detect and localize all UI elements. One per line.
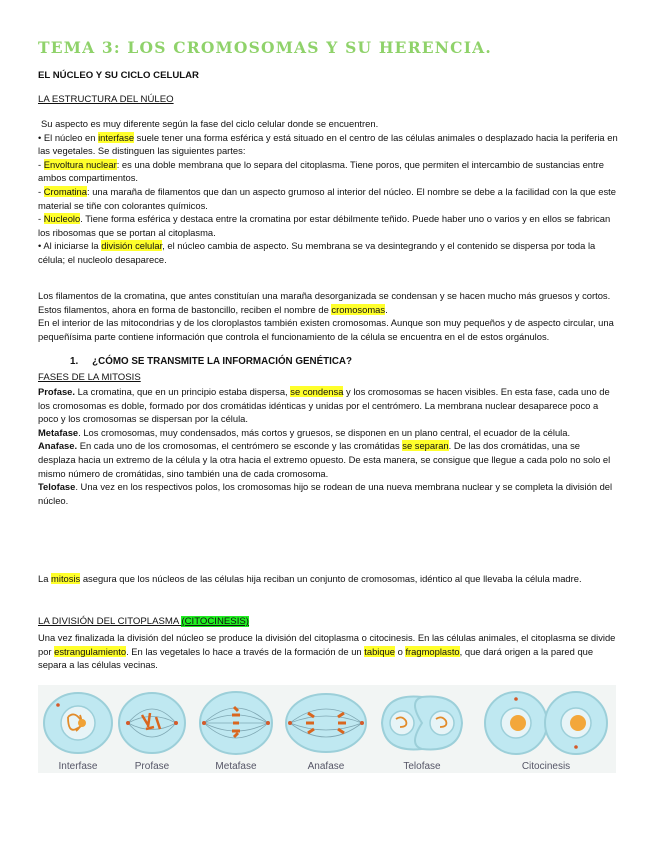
highlight-citocinesis: (CITOCINESIS) — [181, 616, 249, 627]
paragraph-estructura — [38, 117, 618, 267]
label-telofase: Telofase — [38, 481, 76, 493]
paragraph-cromosomas — [38, 289, 618, 343]
highlight-fragmoplasto: fragmoplasto — [405, 645, 460, 657]
cell-metafase — [200, 692, 272, 754]
cell-anafase — [286, 694, 366, 752]
label-anafase-caption: Anafase — [307, 761, 345, 772]
highlight-division-celular: división celular — [101, 240, 163, 252]
cell-citocinesis — [485, 692, 607, 754]
paragraph-mitosis: La mitosis asegura que los núcleos de las células hija reciban un conjunto de cromosomas, idéntico al que llevaba la célula madre. — [38, 573, 582, 584]
subheading-fases-mitosis: FASES DE LA MITOSIS — [38, 372, 141, 383]
cell-telofase — [382, 697, 462, 750]
line-filamentos: Los filamentos de la cromatina, que antes constituían una maraña desorganizada se condensan y se hacen mucho más gruesos y cortos. Estos filamentos, ahora en forma de bastoncillo, reciben el nombre de cromosomas. — [38, 290, 611, 315]
line-nucleolo: - Nucleolo. Tiene forma esférica y destaca entre la cromatina por estar débilmente teñido. Puede haber uno o varios y en ellos se fabrican los ribosomas que se portan al citoplasma. — [38, 213, 611, 238]
label-citocinesis-caption: Citocinesis — [521, 761, 571, 772]
highlight-nucleolo: Nucleolo — [43, 213, 81, 225]
line-metafase: Metafase. Los cromosomas, muy condensados, más cortos y gruesos, se disponen en un plano central, el ecuador de la célula. — [38, 426, 571, 438]
line-interfase: • El núcleo en interfase suele tener una forma esférica y está situado en el centro de las células animales o desplazado hacia la periferia en las vegetales. Se distinguen las siguientes partes: — [38, 131, 618, 157]
label-interfase-caption: Interfase — [58, 761, 98, 772]
cell-profase — [119, 693, 185, 753]
highlight-estrangulamiento: estrangulamiento — [54, 645, 127, 657]
highlight-tabique: tabique — [364, 645, 396, 657]
paragraph-citocinesis: Una vez finalizada la división del núcleo se produce la división del citoplasma o citocinesis. En las células animales, el citoplasma se divide por estrangulamiento. En las vegetales lo hace a través de la formación de un tabique o fragmoplasto, que dará origen a la pared que separa a las células vecinas. — [38, 632, 616, 671]
paragraph-fases — [38, 385, 618, 507]
label-metafase: Metafase — [38, 426, 79, 438]
section-heading-nucleo: EL NÚCLEO Y SU CICLO CELULAR — [38, 70, 199, 81]
highlight-cromosomas: cromosomas — [331, 303, 386, 315]
label-anafase: Anafase. — [38, 440, 78, 452]
line-profase: Profase. La cromatina, que en un principio estaba dispersa, se condensa y los cromosomas se hacen visibles. En esta fase, cada uno de los cromosomas es doble, formado por dos cromátidas idénticas y unidas por el centrómero. La membrana nuclear desaparece poco a poco y los cromosomas se dispersan por la célula. — [38, 386, 610, 425]
label-metafase-caption: Metafase — [215, 761, 257, 772]
label-profase-caption: Profase — [134, 761, 170, 772]
section-heading-transmision: 1. ¿CÓMO SE TRANSMITE LA INFORMACIÓN GENÉTICA? — [70, 356, 352, 367]
highlight-se-separan: se separan — [402, 440, 449, 452]
line-division: • Al iniciarse la división celular, el núcleo cambia de aspecto. Su membrana se va desintegrando y el contenido se dispersa por toda la célula; el nucleolo desaparece. — [38, 240, 596, 265]
subheading-estructura: LA ESTRUCTURA DEL NÚLEO — [38, 94, 174, 105]
highlight-interfase: interfase — [98, 131, 135, 143]
highlight-mitosis: mitosis — [51, 573, 81, 584]
subheading-citoplasma: LA DIVISIÓN DEL CITOPLASMA (CITOCINESIS) — [38, 616, 249, 627]
page-title: TEMA 3: LOS CROMOSOMAS Y SU HERENCIA. — [38, 38, 492, 57]
line-aspecto: Su aspecto es muy diferente según la fase del ciclo celular donde se encuentren. — [41, 118, 379, 129]
highlight-envoltura: Envoltura nuclear — [43, 158, 117, 170]
line-envoltura: - Envoltura nuclear: es una doble membrana que lo separa del citoplasma. Tiene poros, que permiten el intercambio de sustancias entre ambos compartimentos. — [38, 158, 604, 184]
label-telofase-caption: Telofase — [403, 761, 441, 772]
line-cromatina: - Cromatina: una maraña de filamentos que dan un aspecto grumoso al interior del núcleo. El nombre se debe a la facilidad con la que este material se tiñe con colorantes químicos. — [38, 185, 616, 211]
mitosis-illustration — [38, 685, 616, 773]
label-profase: Profase. — [38, 386, 75, 397]
line-anafase: Anafase. En cada uno de los cromosomas, el centrómero se esconde y las cromátidas se separan. De las dos cromátidas, una se desplaza hacia un extremo de la célula y la otra hacia el extremo opuesto. De esta manera, se consigue que llegue a cada polo no solo el mismo número de cromátidas, sino también una de cada cromosoma. — [38, 440, 611, 479]
highlight-se-condensa: se condensa — [290, 386, 344, 397]
line-mitocondrias: En el interior de las mitocondrias y de los cloroplastos también existen cromosomas. Aunque son muy pequeños y de aspecto circular, una pequeñísima parte contiene información que controla el funcionamiento de la célula se encuentra en el de estos orgánulos. — [38, 317, 614, 342]
mitosis-phases-figure — [38, 685, 616, 773]
line-telofase: Telofase. Una vez en los respectivos polos, los cromosomas hijo se rodean de una nueva membrana nuclear y se completa la división del núcleo. — [38, 481, 613, 506]
cell-interfase — [44, 693, 112, 753]
highlight-cromatina: Cromatina — [43, 185, 87, 197]
